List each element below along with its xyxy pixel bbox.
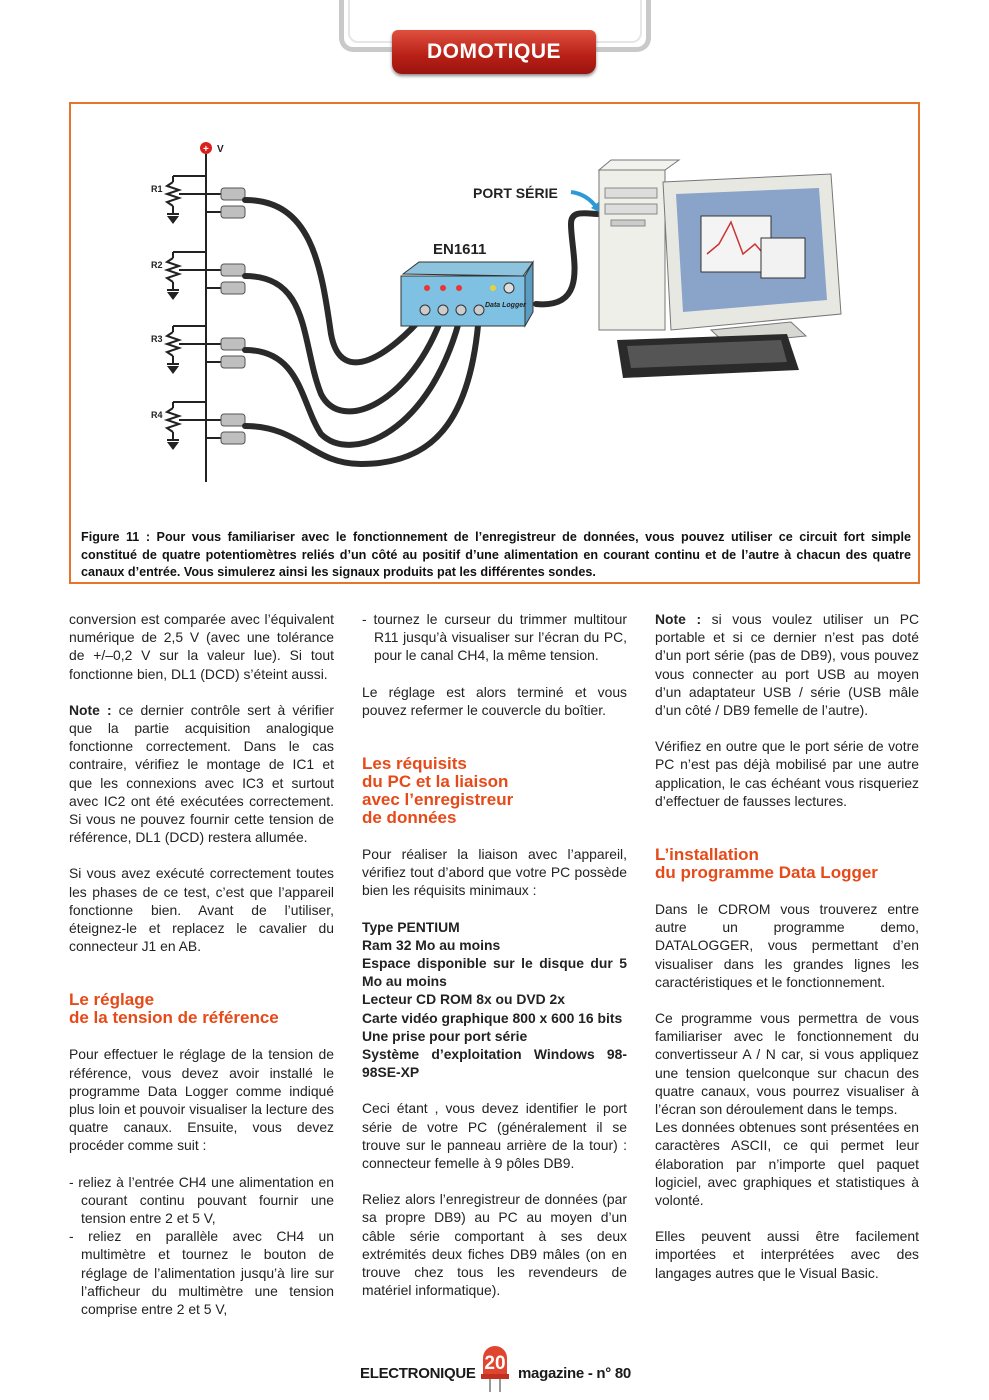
logger-label: Data Logger (485, 302, 526, 309)
issue-number: magazine - n° 80 (518, 1365, 631, 1382)
requirement-item: Type PENTIUM (362, 918, 460, 935)
note-label: Note : (69, 701, 112, 718)
section-heading: Les réquisits du PC et la liaison avec l’enregistreur de données (362, 754, 514, 828)
column-1 (69, 610, 334, 1318)
caption-text: Pour vous familiariser avec le fonctionnement de l’enregistreur de données, vous pouvez utiliser ce circuit fort simple constitué de quatre potentiomètres reliés d’un côté au positif d’une alimentation en courant continu et de l’autre à chacun des quatre canaux d’entrée. Vous simulerez ainsi les signaux produits pat les différentes sondes. (81, 530, 911, 579)
potentiometer-r3 (167, 326, 221, 364)
paragraph: Dans le CDROM vous trouverez entre autre un programme demo, DATALOGGER, vous permettant d’en visualiser dans les grandes lignes les caractéristiques et le fonctionnement. (655, 901, 919, 990)
potentiometer-r4 (167, 402, 221, 440)
figure-box (69, 102, 920, 584)
svg-text:+: + (203, 144, 209, 155)
requirement-item: Lecteur CD ROM 8x ou DVD 2x (362, 991, 566, 1008)
section-heading: L’installation du programme Data Logger (655, 845, 878, 883)
paragraph: Pour réaliser la liaison avec l’appareil, vérifiez tout d’abord que votre PC possède bien les réquisits minimaux : (362, 846, 627, 899)
list-item: - reliez à l’entrée CH4 une alimentation en courant continu pouvant fournir une tension entre 2 et 5 V, (69, 1173, 334, 1228)
paragraph: Vérifiez en outre que le port série de votre PC n’est pas déjà mobilisé par une autre application, le cas échéant vous risqueriez d’effectuer de fausses lectures. (655, 738, 919, 809)
list-item: - reliez en parallèle avec CH4 un multimètre et tournez le bouton de réglage de l’alimentation jusqu’à lire sur l’afficheur du multimètre une tension comprise entre 2 et 5 V, (69, 1227, 334, 1318)
requirement-item: Carte vidéo graphique 800 x 600 16 bits (362, 1009, 623, 1026)
note-paragraph (69, 701, 334, 847)
circuit-diagram (71, 104, 918, 524)
paragraph: Si vous avez exécuté correctement toutes les phases de ce test, c’est que l’appareil fonctionne bien. Avant de l’utiliser, éteignez-le et replacez le cavalier du connecteur J1 en AB. (69, 865, 334, 955)
r4-label: R4 (151, 410, 163, 420)
paragraph: Ce programme vous permettra de vous familiariser avec le fonctionnement du convertisseur A / N car, si vous appliquez une tension quelconque sur chacun des quatre canaux, vous pourrez visualiser à l’écran son déroulement dans le temps. (655, 1010, 919, 1118)
paragraph: conversion est comparée avec l’équivalent numérique de 2,5 V (avec une tolérance de +/–0,2 V sur la valeur lue). Si tout fonctionne bien, DL1 (DCD) s’éteint aussi. (69, 611, 334, 682)
column-2 (362, 610, 627, 1299)
section-heading: Le réglage de la tension de référence (69, 990, 279, 1028)
signal-cables (245, 200, 601, 464)
requirement-item: Espace disponible sur le disque dur 5 Mo au moins (362, 955, 627, 990)
section-tag: DOMOTIQUE (392, 30, 596, 74)
monitor (663, 174, 841, 344)
paragraph: Les données obtenues sont présentées en caractères ASCII, ce qui permet leur élaboration par n’importe quel paquet logiciel, avec graphiques et statistiques à volonté. (655, 1119, 919, 1209)
arrow-icon (571, 192, 597, 208)
note-text: si vous voulez utiliser un PC portable et si ce dernier n’est pas doté d’un port série (pas de DB9), vous pouvez vous connecter au port USB au moyen d’un adaptateur USB / série (USB mâle d’un côté / DB9 femelle de l’autre). (655, 611, 919, 719)
magazine-name: ELECTRONIQUE (360, 1365, 476, 1382)
r1-label: R1 (151, 184, 163, 194)
potentiometer-r2 (167, 252, 221, 290)
paragraph: Le réglage est alors terminé et vous pouvez refermer le couvercle du boîtier. (362, 683, 627, 718)
connector-icons (221, 188, 245, 444)
paragraph: Elles peuvent aussi être facilement importées et interprétées avec des langages autres que le Visual Basic. (655, 1228, 919, 1281)
paragraph: Reliez alors l’enregistreur de données (par sa propre DB9) au PC au moyen d’un câble série comportant à ses deux extrémités deux fiches DB9 mâles (on en trouve chez tous les revendeurs de matériel informatique). (362, 1191, 627, 1299)
requirement-item: Une prise pour port série (362, 1027, 528, 1044)
note-label: Note : (655, 611, 702, 627)
requirement-item: Système d’exploitation Windows 98-98SE-XP (362, 1046, 627, 1081)
requirements-list (362, 918, 627, 1082)
page-footer (0, 1353, 989, 1392)
page-number: 20 (484, 1353, 506, 1374)
column-3 (655, 610, 919, 1282)
data-logger-device (401, 262, 533, 326)
paragraph: Ceci étant , vous devez identifier le port série de votre PC (généralement il se trouve sur le panneau arrière de la tour) : connecteur femelle à 9 pôles DB9. (362, 1100, 627, 1172)
port-label: PORT SÉRIE (473, 185, 558, 201)
figure-caption (81, 529, 911, 582)
caption-label: Figure 11 : (81, 530, 151, 544)
r3-label: R3 (151, 334, 163, 344)
paragraph: Pour effectuer le réglage de la tension de référence, vous devez avoir installé le programme Data Logger comme indiqué plus loin et pouvoir visualiser la lecture des quatre canaux. Ensuite, vous devez procéder comme suit : (69, 1046, 334, 1154)
note-text: ce dernier contrôle sert à vérifier que la partie acquisition analogique fonctionne correctement. Dans le cas contraire, vérifiez le montage de IC1 et que les connexions avec IC3 et surtout avec IC2 ont été exécutées correctement. Si vous ne pouvez fournir cette tension de référence, DL1 (DCD) restera allumée. (69, 701, 335, 846)
keyboard (617, 334, 799, 378)
supply-label: V (217, 144, 224, 155)
r2-label: R2 (151, 260, 163, 270)
requirement-item: Ram 32 Mo au moins (362, 936, 501, 953)
step-list (362, 610, 627, 665)
device-label: EN1611 (433, 241, 487, 258)
note-paragraph (655, 610, 919, 719)
list-item: - tournez le curseur du trimmer multitour R11 jusqu’à visualiser sur l’écran du PC, pour le canal CH4, la même tension. (362, 610, 627, 665)
step-list (69, 1173, 334, 1319)
potentiometer-r1 (167, 176, 221, 214)
